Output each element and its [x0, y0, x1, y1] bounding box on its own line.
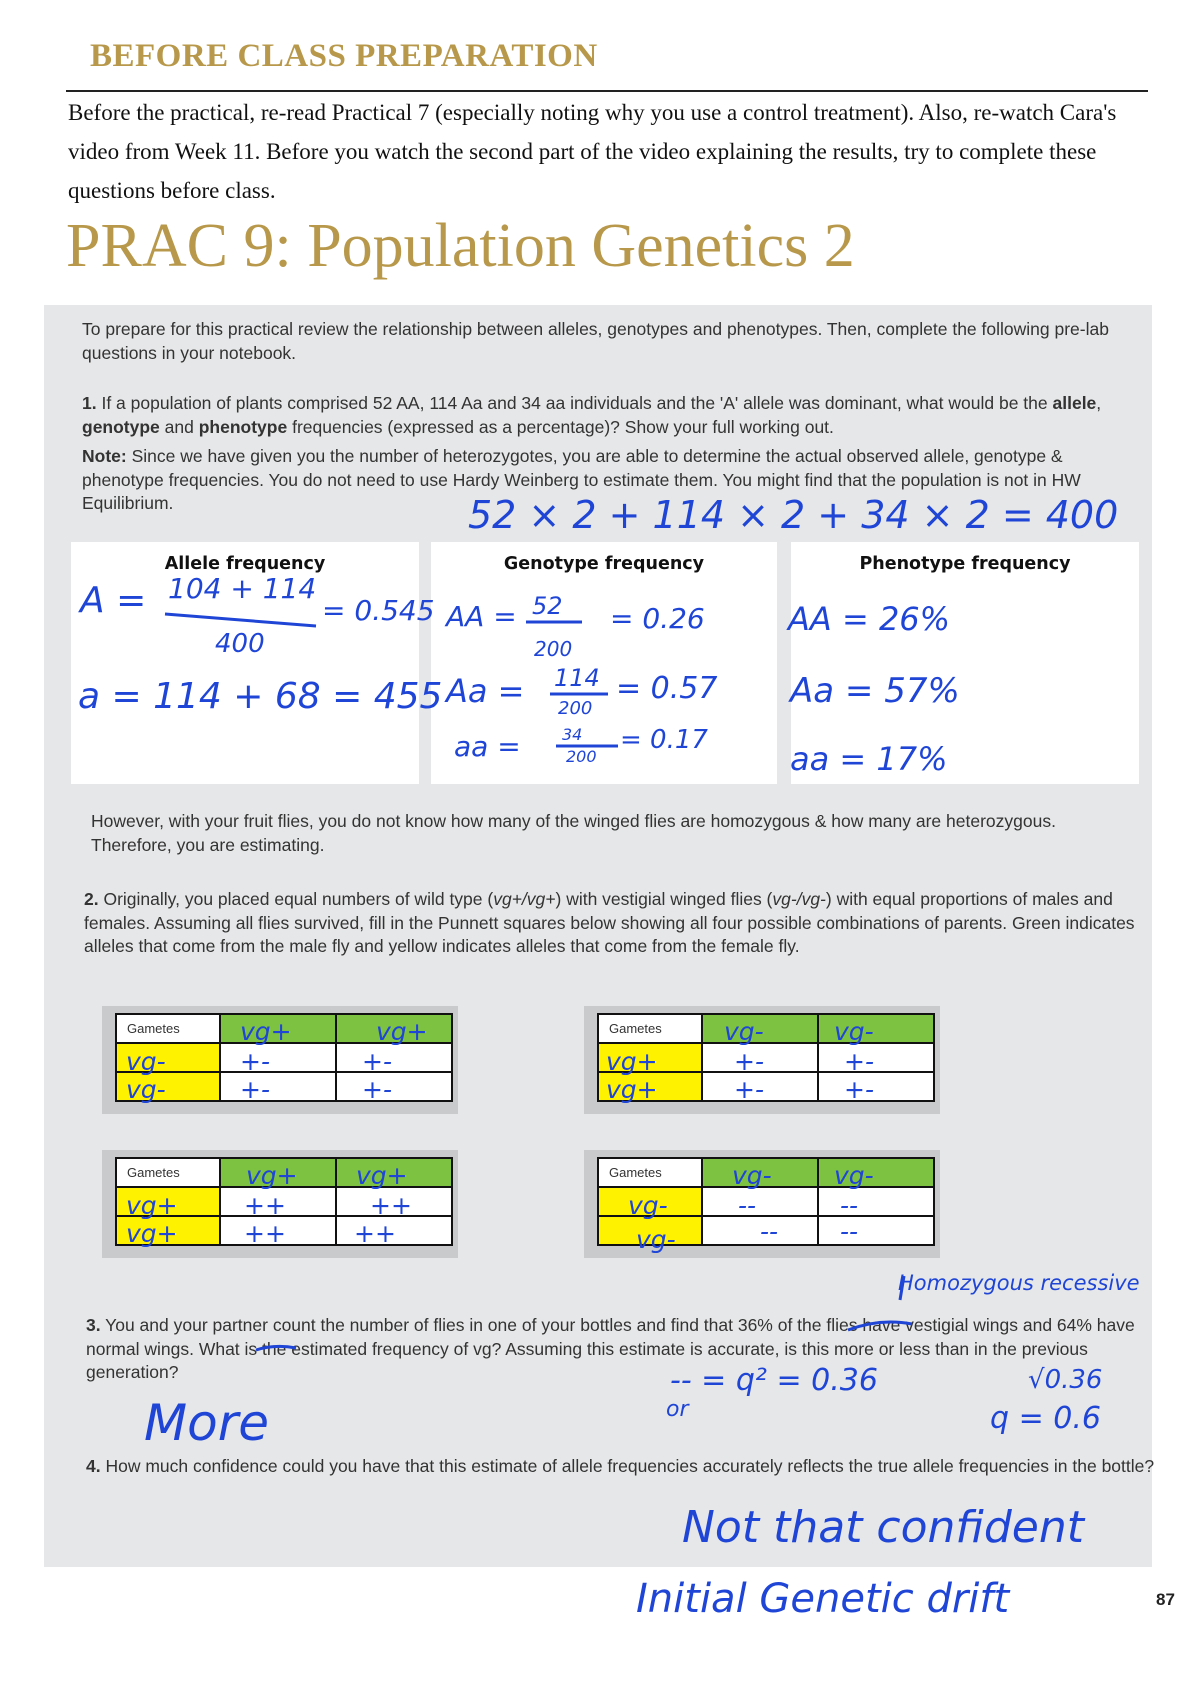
question-text: Originally, you placed equal numbers of wild type ( [98, 889, 494, 909]
question-number: 4. [86, 1456, 101, 1476]
question-text: How much confidence could you have that this estimate of allele frequencies accurately reflects the true allele frequencies in the bottle? [100, 1456, 1155, 1476]
intro-paragraph: Before the practical, re-read Practical 7 (especially noting why you use a control treatment). Also, re-watch Cara's video from Week 11. Before you watch the second part of the video explaining the results, try to complete these questions before class. [68, 100, 1117, 203]
hw-p4-cell-3: -- [760, 1217, 779, 1246]
question-3 [86, 1314, 1166, 1385]
hw-allele-A-den: 400 [215, 629, 265, 659]
female-gamete-cell[interactable] [116, 1187, 220, 1216]
hw-p4-cell-2: -- [840, 1191, 859, 1220]
hw-p3-male-1: vg+ [246, 1161, 298, 1190]
hw-geno-aa-num: 34 [562, 725, 583, 744]
offspring-cell[interactable] [818, 1043, 934, 1072]
hw-p3-cell-1: ++ [244, 1191, 286, 1220]
male-gamete-cell[interactable] [702, 1158, 818, 1187]
offspring-cell[interactable] [336, 1187, 452, 1216]
hw-p2-cell-4: +- [844, 1075, 874, 1104]
hw-geno-AA-result: = 0.26 [610, 602, 705, 635]
question-4 [86, 1455, 1156, 1479]
question-text: ) with vestigial winged flies ( [555, 889, 773, 909]
hw-p1-cell-1: +- [240, 1047, 270, 1076]
female-gamete-cell[interactable] [116, 1043, 220, 1072]
punnett-square-3 [102, 1150, 458, 1258]
offspring-cell[interactable] [220, 1216, 336, 1245]
offspring-cell[interactable] [220, 1072, 336, 1101]
gametes-label: Gametes [116, 1158, 220, 1187]
keyword-phenotype: phenotype [198, 416, 288, 437]
hw-allele-A-result: = 0.545 [322, 594, 435, 627]
male-gamete-cell[interactable] [220, 1014, 336, 1043]
offspring-cell[interactable] [818, 1216, 934, 1245]
question-text: and [159, 416, 199, 437]
note-text: Since we have given you the number of heterozygotes, you are able to determine the actual observed allele, genotype & phenotype frequencies. You do not need to use Hardy Weinberg to estimate them. You might find that the population is not in HW Equilibrium. [82, 446, 1081, 513]
gametes-label: Gametes [116, 1014, 220, 1043]
male-gamete-cell[interactable] [220, 1158, 336, 1187]
hw-p1-male-1: vg+ [240, 1017, 292, 1046]
punnett-table [115, 1157, 453, 1246]
hw-geno-aa-lhs: aa = [454, 730, 521, 763]
hw-q3-or: or [666, 1397, 689, 1422]
punnett-table [597, 1013, 935, 1102]
hw-p3-female-1: vg+ [126, 1191, 178, 1220]
offspring-cell[interactable] [220, 1043, 336, 1072]
question-text: , [1096, 393, 1102, 413]
male-gamete-cell[interactable] [336, 1014, 452, 1043]
question-number: 2. [84, 889, 99, 909]
hw-geno-aa-result: = 0.17 [620, 725, 708, 755]
genotype-wild: vg+/vg+ [493, 889, 556, 909]
offspring-cell[interactable] [818, 1072, 934, 1101]
question-text: frequencies (expressed as a percentage)? Show your full working out. [287, 416, 834, 437]
male-gamete-cell[interactable] [336, 1158, 452, 1187]
hw-pheno-AA: AA = 26% [788, 600, 951, 638]
hw-geno-AA-den: 200 [534, 637, 573, 661]
note-paragraph [82, 445, 1122, 516]
box-heading: Phenotype frequency [859, 554, 1071, 574]
hw-q3-working: -- = q² = 0.36 [670, 1363, 878, 1398]
hw-geno-Aa-num: 114 [554, 664, 600, 692]
female-gamete-cell[interactable] [116, 1072, 220, 1101]
keyword-genotype: genotype [82, 416, 160, 437]
hw-allele-A-lhs: A = [80, 580, 147, 621]
gametes-label: Gametes [598, 1158, 702, 1187]
question-2 [84, 888, 1154, 959]
hw-pheno-Aa: Aa = 57% [790, 671, 960, 711]
gametes-label: Gametes [598, 1014, 702, 1043]
male-gamete-cell[interactable] [818, 1014, 934, 1043]
hw-p1-male-2: vg+ [376, 1017, 428, 1046]
hw-p3-female-2: vg+ [126, 1219, 178, 1248]
box-heading: Genotype frequency [503, 554, 705, 574]
hw-p2-cell-1: +- [734, 1047, 764, 1076]
section-title: BEFORE CLASS PREPARATION [90, 38, 598, 74]
keyword-allele: allele [1052, 393, 1097, 413]
hw-p4-female-2: vg- [636, 1225, 676, 1254]
hw-geno-AA-lhs: AA = [446, 600, 517, 633]
question-text: ) with equal proportions of males and females. Assuming all flies survived, fill in the Punnett squares below showing all four possible combinations of parents. Green indicates alleles that come from the male fly and yellow indicates alleles that come from the female fly. [84, 889, 1135, 956]
female-gamete-cell[interactable] [598, 1043, 702, 1072]
hw-geno-AA-num: 52 [532, 592, 563, 620]
hw-p1-cell-3: +- [240, 1075, 270, 1104]
genotype-vestigial: vg-/vg- [772, 889, 826, 909]
offspring-cell[interactable] [702, 1043, 818, 1072]
female-gamete-cell[interactable] [598, 1072, 702, 1101]
offspring-cell[interactable] [702, 1187, 818, 1216]
hw-p4-male-2: vg- [834, 1161, 874, 1190]
female-gamete-cell[interactable] [598, 1187, 702, 1216]
hw-p4-cell-4: -- [840, 1217, 859, 1246]
hw-p4-cell-1: -- [738, 1191, 757, 1220]
hw-allele-A-num: 104 + 114 [168, 572, 317, 605]
practical-title: PRAC 9: Population Genetics 2 [66, 212, 855, 280]
hw-p2-cell-2: +- [844, 1047, 874, 1076]
hw-q4-answer-2: Initial Genetic drift [636, 1576, 1010, 1622]
hw-geno-Aa-lhs: Aa = [446, 672, 525, 710]
hw-geno-Aa-result: = 0.57 [616, 671, 718, 706]
hw-p3-male-2: vg+ [356, 1161, 408, 1190]
hw-p2-male-1: vg- [724, 1017, 764, 1046]
hw-p1-female-2: vg- [126, 1075, 166, 1104]
female-gamete-cell[interactable] [598, 1216, 702, 1245]
hw-q3-sqrt: √0.36 [1028, 1365, 1103, 1395]
male-gamete-cell[interactable] [702, 1014, 818, 1043]
prep-instructions: To prepare for this practical review the relationship between alleles, genotypes and phenotypes. Then, complete the following pre-lab questions in your notebook. [82, 319, 1109, 363]
hw-p1-cell-2: +- [362, 1047, 392, 1076]
hw-p2-female-2: vg+ [606, 1075, 658, 1104]
offspring-cell[interactable] [336, 1072, 452, 1101]
question-number: 3. [86, 1315, 101, 1335]
hw-p1-cell-4: +- [362, 1075, 392, 1104]
note-label: Note: [82, 446, 127, 466]
hw-p2-cell-3: +- [734, 1075, 764, 1104]
hw-p2-male-2: vg- [834, 1017, 874, 1046]
hw-p2-female-1: vg+ [606, 1047, 658, 1076]
offspring-cell[interactable] [336, 1043, 452, 1072]
hw-q4-answer-1: Not that confident [682, 1502, 1084, 1553]
offspring-cell[interactable] [702, 1216, 818, 1245]
punnett-table [115, 1013, 453, 1102]
hw-p3-cell-4: ++ [354, 1219, 396, 1248]
hw-p4-male-1: vg- [732, 1161, 772, 1190]
hw-allele-a: a = 114 + 68 = 455 [78, 676, 443, 717]
question-text: If a population of plants comprised 52 AA, 114 Aa and 34 aa individuals and the 'A' allele was dominant, what would be the [96, 393, 1053, 413]
question-number: 1. [82, 393, 97, 413]
hw-p1-female-1: vg- [126, 1047, 166, 1076]
hw-q3-q: q = 0.6 [990, 1401, 1101, 1436]
hw-geno-aa-den: 200 [566, 747, 597, 766]
female-gamete-cell[interactable] [116, 1216, 220, 1245]
hw-pheno-aa: aa = 17% [790, 740, 948, 778]
allele-frequency-box [71, 542, 419, 784]
offspring-cell[interactable] [220, 1187, 336, 1216]
question-1 [82, 392, 1142, 439]
offspring-cell[interactable] [336, 1216, 452, 1245]
punnett-square-4 [584, 1150, 940, 1258]
offspring-cell[interactable] [702, 1072, 818, 1101]
hw-total-alleles: 52 × 2 + 114 × 2 + 34 × 2 = 400 [468, 493, 1119, 537]
page-number: 87 [1156, 1590, 1175, 1609]
offspring-cell[interactable] [818, 1187, 934, 1216]
punnett-table [597, 1157, 935, 1246]
hw-p4-female-1: vg- [628, 1191, 668, 1220]
punnett-square-2 [584, 1006, 940, 1114]
genotype-frequency-box [431, 542, 777, 784]
hw-geno-Aa-den: 200 [558, 698, 593, 719]
male-gamete-cell[interactable] [818, 1158, 934, 1187]
however-paragraph: However, with your fruit flies, you do not know how many of the winged flies are homozygous & how many are heterozygous. Therefore, you are estimating. [91, 811, 1056, 855]
question-text: You and your partner count the number of flies in one of your bottles and find that 36% of the flies have vestigial wings and 64% have normal wings. What is the estimated frequency of vg? Assuming this estimate is accurate, is this more or less than in the previous generation? [86, 1315, 1135, 1382]
hw-p3-cell-2: ++ [370, 1191, 412, 1220]
box-heading: Allele frequency [164, 554, 326, 574]
punnett-square-1 [102, 1006, 458, 1114]
header-rule [66, 90, 1148, 92]
phenotype-frequency-box [791, 542, 1139, 784]
hw-p3-cell-3: ++ [244, 1219, 286, 1248]
hw-q3-answer: More [144, 1394, 270, 1452]
hw-homozygous-note: Homozygous recessive [898, 1271, 1140, 1295]
